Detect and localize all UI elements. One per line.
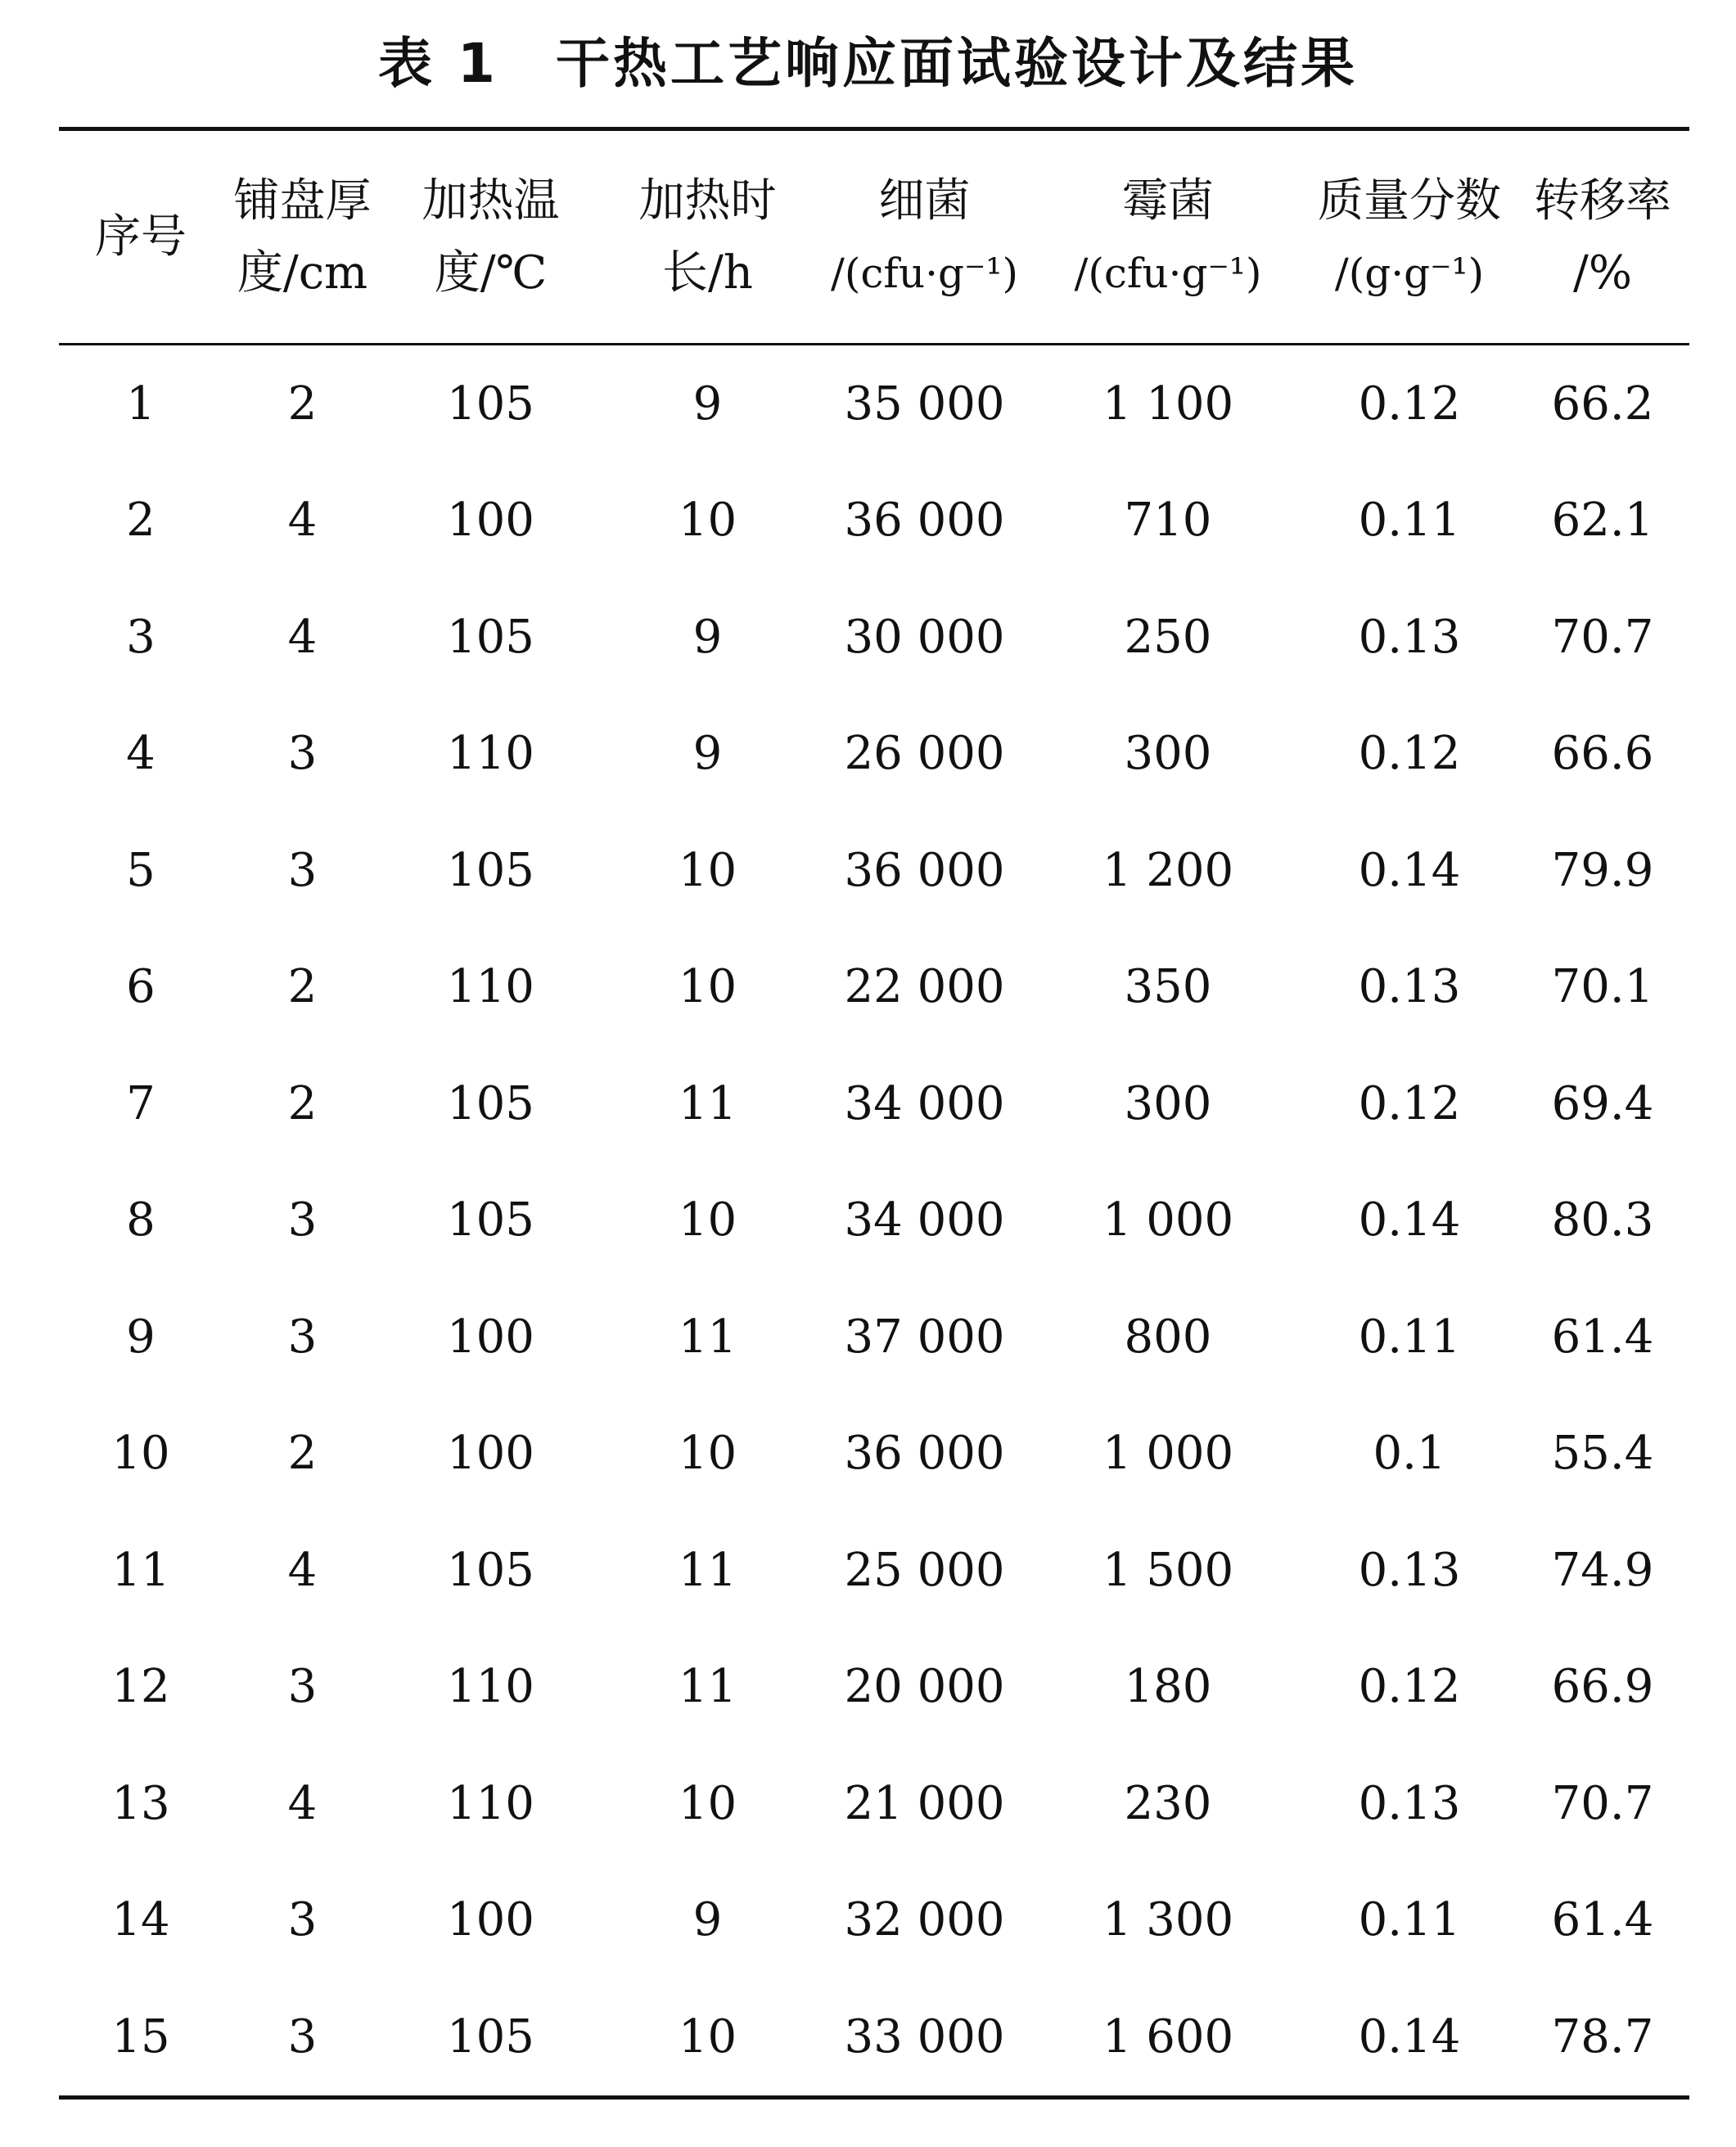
header-bacteria bbox=[816, 129, 1033, 345]
table-row bbox=[59, 1279, 1689, 1396]
cell-mass-fraction: 0.12 bbox=[1358, 727, 1461, 781]
table-row bbox=[59, 1978, 1689, 2097]
cell-mass-fraction: 0.12 bbox=[1358, 377, 1461, 431]
cell-temperature: 105 bbox=[447, 1076, 534, 1130]
cell-bacteria: 36 000 bbox=[844, 1427, 1005, 1481]
cell-thickness: 3 bbox=[287, 727, 318, 781]
table-caption bbox=[0, 23, 1736, 105]
cell-bacteria: 26 000 bbox=[844, 727, 1005, 781]
header-temperature-line2: 度/℃ bbox=[434, 246, 548, 300]
cell-bacteria: 21 000 bbox=[844, 1776, 1005, 1830]
cell-mass-fraction: 0.14 bbox=[1358, 843, 1461, 897]
cell-thickness: 3 bbox=[287, 1310, 318, 1364]
cell-mass-fraction: 0.11 bbox=[1358, 1310, 1461, 1364]
cell-index: 6 bbox=[126, 960, 156, 1014]
cell-mold: 350 bbox=[1124, 960, 1212, 1014]
header-duration bbox=[599, 129, 816, 345]
cell-mold: 710 bbox=[1124, 494, 1212, 548]
cell-bacteria: 34 000 bbox=[844, 1193, 1005, 1247]
cell-duration: 11 bbox=[678, 1310, 737, 1364]
table-row bbox=[59, 812, 1689, 929]
cell-duration: 11 bbox=[678, 1660, 737, 1714]
header-mold-unit: /(cfu·g⁻¹) bbox=[1074, 249, 1262, 297]
cell-temperature: 105 bbox=[447, 377, 534, 431]
cell-thickness: 3 bbox=[287, 843, 318, 897]
cell-mold: 1 500 bbox=[1102, 1543, 1234, 1597]
table-row bbox=[59, 696, 1689, 813]
cell-temperature: 100 bbox=[447, 1893, 534, 1947]
header-thickness-line1: 铺盘厚 bbox=[233, 174, 372, 228]
header-temperature-line1: 加热温 bbox=[422, 174, 560, 228]
cell-mold: 230 bbox=[1124, 1776, 1212, 1830]
header-transfer-rate-line2: /% bbox=[1572, 246, 1633, 300]
cell-duration: 10 bbox=[678, 494, 737, 548]
cell-mold: 1 000 bbox=[1102, 1427, 1234, 1481]
cell-thickness: 3 bbox=[287, 2009, 318, 2064]
header-transfer-rate bbox=[1516, 129, 1689, 345]
cell-thickness: 3 bbox=[287, 1893, 318, 1947]
cell-duration: 10 bbox=[678, 1776, 737, 1830]
cell-temperature: 105 bbox=[447, 1193, 534, 1247]
cell-transfer-rate: 66.9 bbox=[1551, 1660, 1654, 1714]
cell-temperature: 110 bbox=[447, 1776, 534, 1830]
cell-temperature: 105 bbox=[447, 1543, 534, 1597]
cell-index: 15 bbox=[111, 2009, 170, 2064]
cell-temperature: 105 bbox=[447, 610, 534, 664]
results-table-container bbox=[59, 127, 1689, 2100]
header-thickness bbox=[223, 129, 382, 345]
table-body bbox=[59, 345, 1689, 2098]
cell-mold: 250 bbox=[1124, 610, 1212, 664]
cell-duration: 9 bbox=[692, 1893, 723, 1947]
cell-bacteria: 35 000 bbox=[844, 377, 1005, 431]
cell-thickness: 3 bbox=[287, 1193, 318, 1247]
cell-mass-fraction: 0.13 bbox=[1358, 1543, 1461, 1597]
cell-index: 4 bbox=[126, 727, 156, 781]
cell-index: 13 bbox=[111, 1776, 170, 1830]
cell-thickness: 2 bbox=[287, 1427, 318, 1481]
table-row bbox=[59, 1396, 1689, 1513]
cell-temperature: 100 bbox=[447, 1427, 534, 1481]
table-row bbox=[59, 462, 1689, 580]
cell-thickness: 2 bbox=[287, 1076, 318, 1130]
cell-bacteria: 37 000 bbox=[844, 1310, 1005, 1364]
results-table bbox=[59, 127, 1689, 2100]
cell-index: 14 bbox=[111, 1893, 170, 1947]
table-row bbox=[59, 345, 1689, 462]
cell-bacteria: 20 000 bbox=[844, 1660, 1005, 1714]
cell-bacteria: 33 000 bbox=[844, 2009, 1005, 2064]
cell-mass-fraction: 0.13 bbox=[1358, 610, 1461, 664]
cell-mold: 1 000 bbox=[1102, 1193, 1234, 1247]
header-mold-line1: 霉菌 bbox=[1122, 174, 1214, 228]
cell-mold: 1 600 bbox=[1102, 2009, 1234, 2064]
cell-index: 5 bbox=[126, 843, 156, 897]
table-row bbox=[59, 579, 1689, 696]
cell-index: 3 bbox=[126, 610, 156, 664]
cell-index: 7 bbox=[126, 1076, 156, 1130]
cell-mold: 300 bbox=[1124, 1076, 1212, 1130]
table-title: 干热工艺响应面试验设计及结果 bbox=[555, 32, 1358, 95]
header-index-label: 序号 bbox=[95, 210, 187, 264]
cell-transfer-rate: 74.9 bbox=[1551, 1543, 1654, 1597]
cell-thickness: 4 bbox=[287, 610, 318, 664]
cell-transfer-rate: 55.4 bbox=[1551, 1427, 1654, 1481]
table-row bbox=[59, 1162, 1689, 1279]
cell-thickness: 4 bbox=[287, 494, 318, 548]
cell-duration: 9 bbox=[692, 727, 723, 781]
cell-index: 2 bbox=[126, 494, 156, 548]
cell-mass-fraction: 0.14 bbox=[1358, 2009, 1461, 2064]
cell-duration: 10 bbox=[678, 843, 737, 897]
cell-bacteria: 32 000 bbox=[844, 1893, 1005, 1947]
cell-transfer-rate: 70.1 bbox=[1551, 960, 1654, 1014]
cell-temperature: 110 bbox=[447, 960, 534, 1014]
header-thickness-line2: 度/cm bbox=[237, 246, 368, 300]
cell-mass-fraction: 0.12 bbox=[1358, 1660, 1461, 1714]
table-row bbox=[59, 1862, 1689, 1979]
cell-mass-fraction: 0.12 bbox=[1358, 1076, 1461, 1130]
header-duration-line1: 加热时 bbox=[638, 174, 777, 228]
cell-mold: 1 200 bbox=[1102, 843, 1234, 897]
cell-thickness: 3 bbox=[287, 1660, 318, 1714]
header-bacteria-line1: 细菌 bbox=[878, 174, 971, 228]
cell-index: 11 bbox=[111, 1543, 170, 1597]
cell-transfer-rate: 70.7 bbox=[1551, 610, 1654, 664]
cell-transfer-rate: 62.1 bbox=[1551, 494, 1654, 548]
cell-duration: 10 bbox=[678, 1427, 737, 1481]
table-number: 表 1 bbox=[378, 32, 498, 95]
cell-temperature: 100 bbox=[447, 1310, 534, 1364]
cell-transfer-rate: 70.7 bbox=[1551, 1776, 1654, 1830]
cell-thickness: 4 bbox=[287, 1776, 318, 1830]
cell-transfer-rate: 69.4 bbox=[1551, 1076, 1654, 1130]
cell-thickness: 4 bbox=[287, 1543, 318, 1597]
cell-index: 12 bbox=[111, 1660, 170, 1714]
cell-index: 9 bbox=[126, 1310, 156, 1364]
header-mass-fraction bbox=[1303, 129, 1516, 345]
header-index bbox=[59, 129, 223, 345]
header-transfer-rate-line1: 转移率 bbox=[1534, 174, 1671, 228]
cell-temperature: 100 bbox=[447, 494, 534, 548]
cell-transfer-rate: 80.3 bbox=[1551, 1193, 1654, 1247]
cell-mold: 1 100 bbox=[1102, 377, 1234, 431]
cell-mass-fraction: 0.13 bbox=[1358, 1776, 1461, 1830]
cell-mass-fraction: 0.13 bbox=[1358, 960, 1461, 1014]
cell-temperature: 110 bbox=[447, 1660, 534, 1714]
cell-bacteria: 36 000 bbox=[844, 843, 1005, 897]
cell-mass-fraction: 0.11 bbox=[1358, 1893, 1461, 1947]
cell-bacteria: 36 000 bbox=[844, 494, 1005, 548]
cell-bacteria: 25 000 bbox=[844, 1543, 1005, 1597]
table-row bbox=[59, 1045, 1689, 1162]
cell-mass-fraction: 0.1 bbox=[1373, 1427, 1446, 1481]
cell-transfer-rate: 78.7 bbox=[1551, 2009, 1654, 2064]
cell-mass-fraction: 0.14 bbox=[1358, 1193, 1461, 1247]
cell-duration: 10 bbox=[678, 1193, 737, 1247]
header-duration-line2: 长/h bbox=[662, 246, 753, 300]
cell-transfer-rate: 66.2 bbox=[1551, 377, 1654, 431]
header-temperature bbox=[382, 129, 599, 345]
cell-index: 8 bbox=[126, 1193, 156, 1247]
cell-temperature: 110 bbox=[447, 727, 534, 781]
cell-index: 1 bbox=[126, 377, 156, 431]
header-row bbox=[59, 129, 1689, 345]
cell-transfer-rate: 79.9 bbox=[1551, 843, 1654, 897]
table-row bbox=[59, 1512, 1689, 1629]
table-row bbox=[59, 1629, 1689, 1746]
table-row bbox=[59, 929, 1689, 1046]
header-mass-fraction-unit: /(g·g⁻¹) bbox=[1334, 249, 1485, 297]
cell-mold: 300 bbox=[1124, 727, 1212, 781]
cell-duration: 9 bbox=[692, 610, 723, 664]
header-mass-fraction-line1: 质量分数 bbox=[1318, 174, 1501, 228]
cell-temperature: 105 bbox=[447, 2009, 534, 2064]
cell-mass-fraction: 0.11 bbox=[1358, 494, 1461, 548]
cell-index: 10 bbox=[111, 1427, 170, 1481]
cell-thickness: 2 bbox=[287, 377, 318, 431]
cell-mold: 800 bbox=[1124, 1310, 1212, 1364]
cell-thickness: 2 bbox=[287, 960, 318, 1014]
cell-duration: 9 bbox=[692, 377, 723, 431]
cell-transfer-rate: 66.6 bbox=[1551, 727, 1654, 781]
header-bacteria-unit: /(cfu·g⁻¹) bbox=[831, 249, 1018, 297]
cell-mold: 180 bbox=[1124, 1660, 1212, 1714]
cell-duration: 11 bbox=[678, 1543, 737, 1597]
cell-temperature: 105 bbox=[447, 843, 534, 897]
cell-mold: 1 300 bbox=[1102, 1893, 1234, 1947]
cell-duration: 10 bbox=[678, 960, 737, 1014]
cell-duration: 11 bbox=[678, 1076, 737, 1130]
header-mold bbox=[1033, 129, 1303, 345]
cell-duration: 10 bbox=[678, 2009, 737, 2064]
cell-bacteria: 30 000 bbox=[844, 610, 1005, 664]
cell-bacteria: 22 000 bbox=[844, 960, 1005, 1014]
cell-transfer-rate: 61.4 bbox=[1551, 1310, 1654, 1364]
table-row bbox=[59, 1745, 1689, 1862]
cell-bacteria: 34 000 bbox=[844, 1076, 1005, 1130]
cell-transfer-rate: 61.4 bbox=[1551, 1893, 1654, 1947]
